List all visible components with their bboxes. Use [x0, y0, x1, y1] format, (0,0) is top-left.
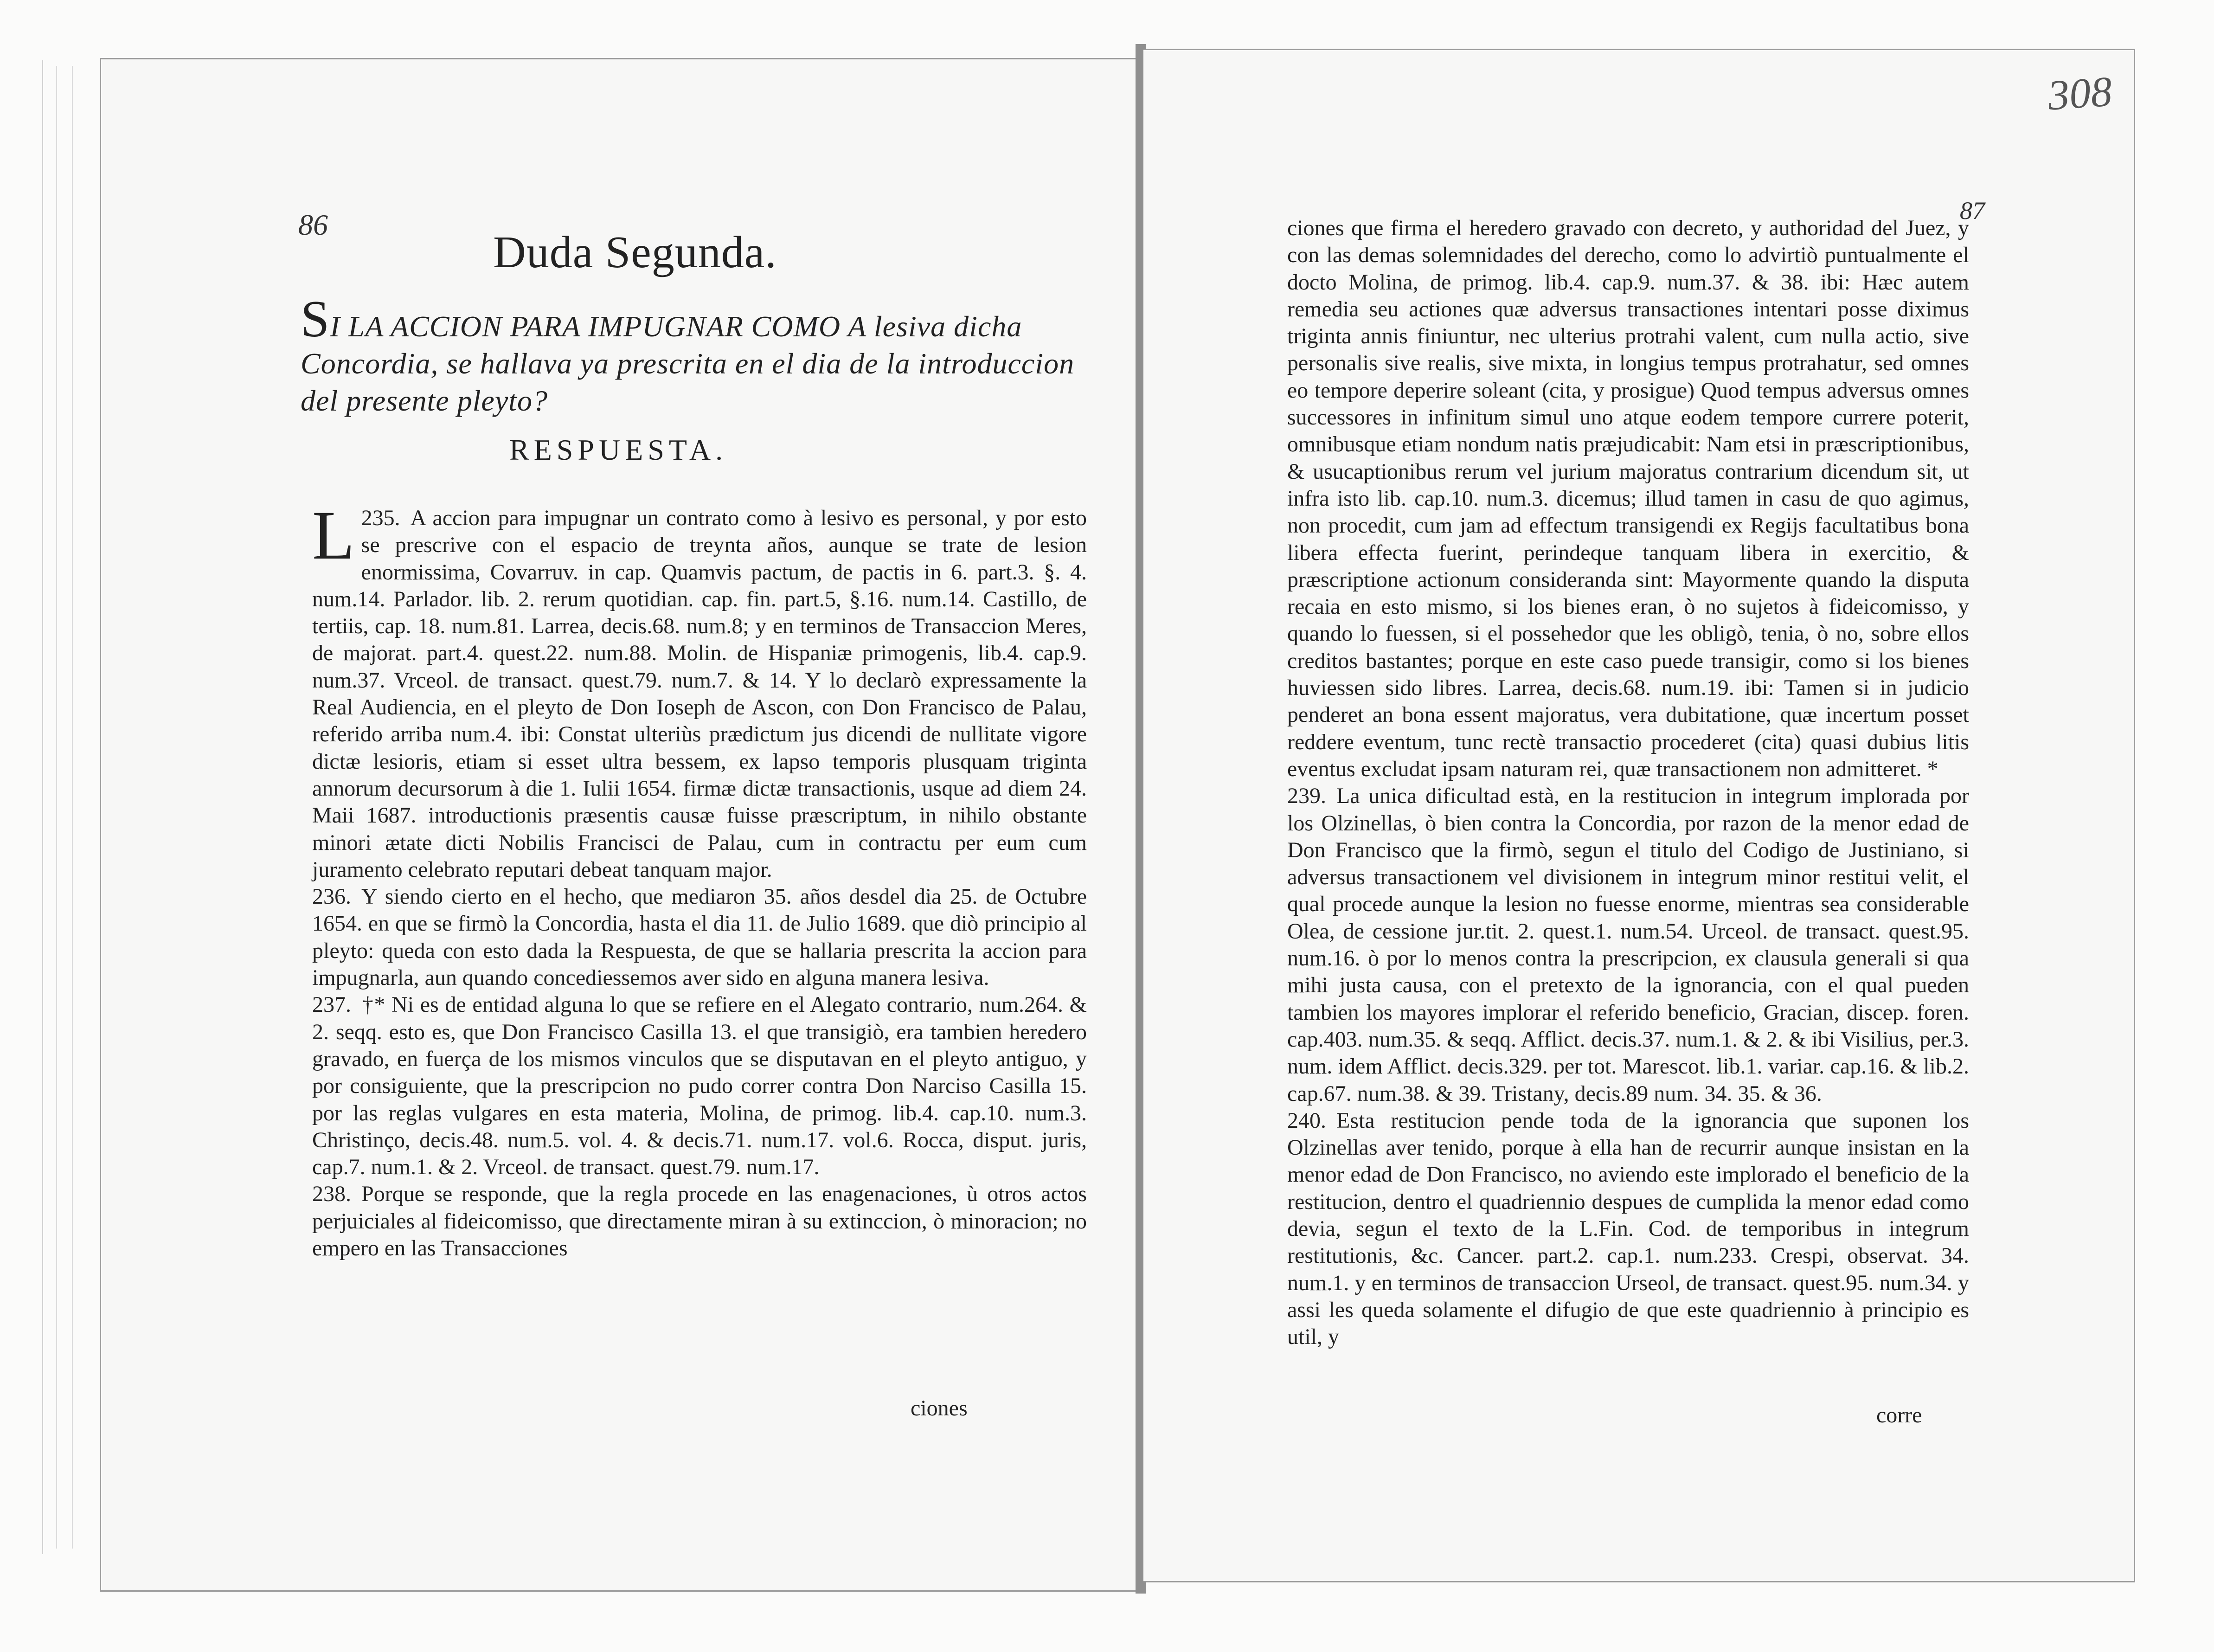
- paragraph-number: 239.: [1287, 784, 1326, 809]
- left-text-column: [312, 497, 1087, 1262]
- continued-paragraph: ciones que firma el heredero gravado con decreto, y authoridad del Juez, y con las demas solemnidades del derecho, como lo advirtiò puntualmente el docto Molina, de primog. lib.4. cap.9. num.37. & 38. ibi: Hæc autem remedia seu actiones quæ adversus transactiones intentari posse diximus triginta annis finiuntur, nec ulterius protrahi valent, cum nulla actio, sive personalis sive realis, sive mixta, in longius tempus protrahatur, sed omnes eo tempore deperire soleant (cita, y prosigue) Quod tempus adversus omnes successores in infinitum simul uno atque eodem tempore currere poterit, omnibusque etiam nondum natis præjudicabit: Nam etsi in præscriptionibus, & usucaptionibus rerum vel jurium majoratus contrarium dicendum sit, ut infra isto lib. cap.10. num.3. dicemus; illud tamen in casu de quo agimus, non procedit, cum jam ad effectum transigendi ex Regijs facultatibus bona libera effecta fuerint, perindeque tanquam libera in exercitio, & præscriptione actionum consideranda sint: Mayormente quando la disputa recaia en esto mismo, si los bienes eran, ò no sujetos à fideicomisso, y quando lo fuessen, si el possehedor que les obligò, tenia, ò no, sobre ellos creditos bastantes; porque en este caso puede transigir, como si los bienes huviessen sido libres. Larrea, decis.68. num.19. ibi: Tamen si in judicio penderet an bona essent majoratus, vera dubitatione, quæ incertum posset reddere eventum, tunc rectè transactio procederet (cita) quasi dubius litis eventus excludat ipsam naturam rei, quæ transactionem non admitteret. *: [1287, 216, 1969, 781]
- page-title: Duda Segunda.: [493, 227, 777, 277]
- catchword: ciones: [911, 1396, 968, 1421]
- paragraph-text: La unica dificultad està, en la restitucion in integrum implorada por los Olzinellas, ò bien contra la Concordia, por razon de la menor edad de Don Francisco que la firmò, segun el titulo del Codigo de Justiniano, si adversus transactionem vel divisionem in integrum minor restitui velit, el qual procede aunque la lesion no fuesse enorme, mientras sea considerable Olea, de cessione jur.tit. 2. quest.1. num.54. Urceol. de transact. quest.95. num.16. ò por lo menos contra la prescripcion, ex clausula generali si qua mihi justa causa, con el pretexto de la ignorancia, con el qual pueden tambien los mayores implorar el referido beneficio, Gracian, discep. foren. cap.403. num.35. & seqq. Afflict. decis.37. num.1. & 2. & ibi Visilius, per.3. num. idem Afflict. decis.329. per tot. Marescot. lib.1. variar. cap.16. & lib.2. cap.67. num.38. & 39. Tristany, decis.89 num. 34. 35. & 36.: [1287, 784, 1969, 1106]
- section-question: [301, 290, 1098, 419]
- left-page: [100, 58, 1142, 1592]
- paragraph-text: Porque se responde, que la regla procede en las enagenaciones, ù otros actos perjuiciales al fideicomisso, que directamente miran à su extinccion, ò minoracion; no empero en las Transacciones: [312, 1182, 1087, 1261]
- paragraph-240: [1287, 1107, 1969, 1351]
- paragraph-text: †* Ni es de entidad alguna lo que se refiere en el Alegato contrario, num.264. & 2. seqq. esto es, que Don Francisco Casilla 13. el que transigiò, era tambien heredero gravado, en fuerça de los mismos vinculos que se disputavan en el pleyto antiguo, y por consiguiente, que la prescripcion no pudo correr contra Don Narciso Casilla 15. por las reglas vulgares en esta materia, Molina, de primog. lib.4. cap.10. num.3. Christinço, decis.48. num.5. vol. 4. & decis.71. num.17. vol.6. Rocca, disput. juris, cap.7. num.1. & 2. Vrceol. de transact. quest.79. num.17.: [312, 992, 1087, 1180]
- paragraph-number: 235.: [361, 506, 400, 530]
- response-heading: RESPUESTA.: [509, 433, 728, 466]
- page-number: 86: [298, 208, 328, 241]
- handwritten-folio-number: 308: [2046, 67, 2114, 119]
- paragraph-237: [312, 991, 1087, 1181]
- right-page: [1143, 49, 2135, 1582]
- paragraph-number: 238.: [312, 1182, 351, 1207]
- question-initial: S: [301, 290, 330, 348]
- paragraph-text: Esta restitucion pende toda de la ignorancia que suponen los Olzinellas aver tenido, porque à ella han de recurrir aunque insistan en la menor edad de Don Francisco, no aviendo este implorado el beneficio de la restitucion, dentro el quadriennio despues de cumplida la menor edad como devia, segun el texto de la L.Fin. Cod. de temporibus in integrum restitutionis, &c. Cancer. part.2. cap.1. num.233. Crespi, observat. 34. num.1. y en terminos de transaccion Urseol, de transact. quest.95. num.34. y assi les queda solamente el difugio de que este quadriennio à principio es util, y: [1287, 1108, 1969, 1350]
- right-text-column: [1287, 215, 1969, 1350]
- paragraph-235: [312, 497, 1087, 883]
- paragraph-number: 236.: [312, 884, 351, 909]
- drop-cap: L: [312, 497, 355, 574]
- paragraph-238: [312, 1181, 1087, 1262]
- paragraph-number: 237.: [312, 992, 351, 1017]
- catchword: corre: [1876, 1403, 1922, 1427]
- paragraph-text: A accion para impugnar un contrato como à lesivo es personal, y por esto se prescrive con el espacio de treynta años, aunque se trate de lesion enormissima, Covarruv. in cap. Quamvis pactum, de pactis in 6. part.3. §. 4. num.14. Parlador. lib. 2. rerum quotidian. cap. fin. part.5, §.16. num.14. Castillo, de tertiis, cap. 18. num.81. Larrea, decis.68. num.8; y en terminos de Transaccion Meres, de majorat. part.4. quest.22. num.88. Molin. de Hispaniæ primogenis, lib.4. cap.9. num.37. Vrceol. de transact. quest.79. num.7. & 14. Y lo declarò expressamente la Real Audiencia, en el pleyto de Don Ioseph de Ascon, con Don Francisco de Palau, referido arriba num.4. ibi: Constat ulteriùs prædictum jus dicendi de nullitate vigore dictæ lesioris, etiam si esset ultra bessem, ex lapso temporis plusquam triginta annorum decursorum à die 1. Iulii 1654. firmæ dictæ transactionis, usque ad diem 24. Maii 1687. introductionis præsentis causæ fuisse præscriptum, in nihilo obstante minori ætate dicti Nobilis Francisci de Palau, cum in contractu per eum cum juramento celebrato reputari debeat tanquam major.: [312, 506, 1087, 882]
- paragraph-number: 240.: [1287, 1108, 1326, 1133]
- question-text: I LA ACCION PARA IMPUGNAR COMO A lesiva dicha Concordia, se hallava ya prescrita en el dia de la introduccion del presente pleyto?: [301, 310, 1075, 417]
- paragraph-236: [312, 883, 1087, 991]
- paragraph-239: [1287, 783, 1969, 1107]
- paragraph-text: Y siendo cierto en el hecho, que mediaron 35. años desdel dia 25. de Octubre 1654. en que se firmò la Concordia, hasta el dia 11. de Julio 1689. que diò principio al pleyto: queda con esto dada la Respuesta, de que se hallaria prescrita la accion para impugnarla, aun quando concediessemos aver sido en alguna manera lesiva.: [312, 884, 1087, 990]
- page-number: 87: [1960, 197, 1985, 225]
